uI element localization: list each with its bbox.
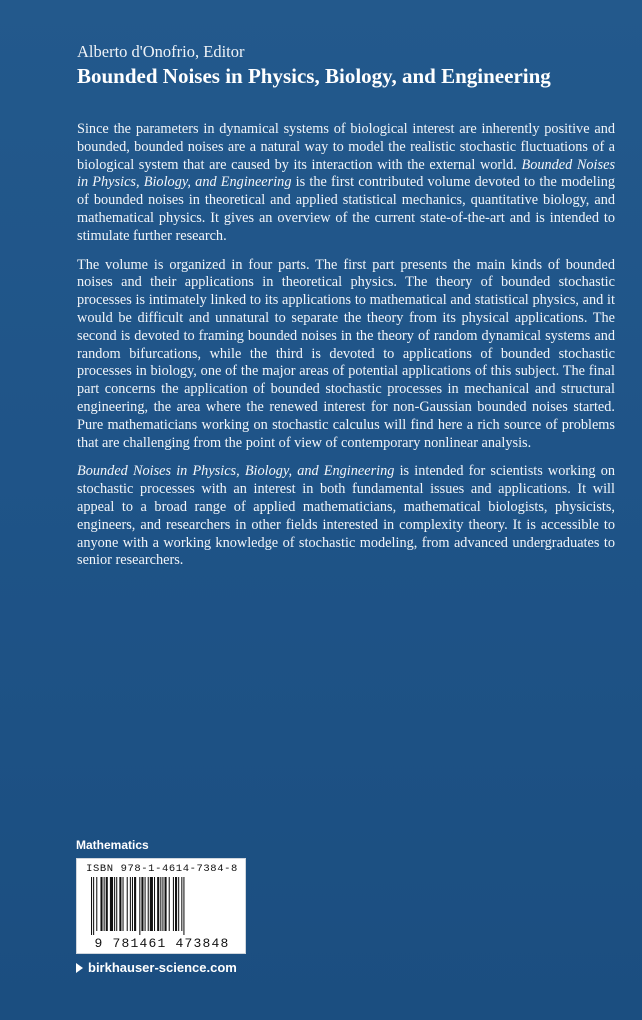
blurb-text: is the first contributed volume devoted to the modeling of bounded noises in theoretical and applied statistical mechanics, quantitative biology, and mathematical physics. It gives an overview of the current state-of-the-art and is intended to stimulate further research. xyxy=(77,174,616,244)
barcode-bar xyxy=(132,877,133,931)
blurb-paragraph-2: The volume is organized in four parts. The first part presents the main kinds of bounded noises and their applications in theoretical physics. The theory of bounded stochastic processes is intimately linked to its applications to mathematical and statistical physics, and it would be difficult and unnatural to separate the theory from its physical applications. The second is devoted to framing bounded noises in the theory of random dynamical systems and random bifurcations, while the third is devoted to applications of bounded stochastic processes in biology, one of the major areas of potential applications of this subject. The final part concerns the application of bounded stochastic processes in mechanical and structural engineering, the area where the renewed interest for non-Gaussian bounded noises started. Pure mathematicians working on stochastic calculus will find here a rich source of problems that are challenging from the point of view of contemporary nonlinear analysis. xyxy=(77,256,615,451)
barcode-bar xyxy=(91,877,92,935)
barcode-bar xyxy=(130,877,131,931)
book-title: Bounded Noises in Physics, Biology, and Engineering xyxy=(77,64,551,88)
isbn-barcode xyxy=(76,858,246,954)
blurb xyxy=(77,121,615,581)
barcode-bar xyxy=(93,877,94,935)
barcode-bar xyxy=(157,877,159,931)
barcode-bar xyxy=(162,877,163,931)
barcode-bar xyxy=(165,877,167,931)
blurb-italic-title: Bounded Noises in Physics, Biology, and Engineering xyxy=(77,463,395,480)
blurb-italic-title: Bounded Noises in Physics, Biology, and Engineering xyxy=(77,156,616,191)
arrow-right-icon xyxy=(76,963,83,973)
subject-category: Mathematics xyxy=(76,838,149,852)
barcode-bar xyxy=(110,877,113,931)
barcode-bar xyxy=(106,877,108,931)
barcode-bar xyxy=(150,877,153,931)
barcode-bar xyxy=(134,877,136,931)
publisher-url: birkhauser-science.com xyxy=(88,960,237,975)
barcode-bar xyxy=(127,877,128,931)
blurb-paragraph-1 xyxy=(77,121,615,246)
blurb-text: Since the parameters in dynamical systems of biological interest are inherently positive and bounded, bounded noises are a natural way to model the realistic stochastic fluctuations of a biological system that are caused by its interaction with the external world. xyxy=(77,121,615,173)
barcode-bar xyxy=(141,877,143,931)
blurb-text: is intended for scientists working on stochastic processes with an interest in both fundamental issues and applications. It will appeal to a broad range of applied mathematicians, mathematical biologists, physicists, engineers, and researchers in other fields interested in complexity theory. It is accessible to anyone with a working knowledge of stochastic modeling, from advanced undergraduates to senior researchers. xyxy=(77,463,616,569)
barcode-bar xyxy=(96,877,97,931)
barcode-bar xyxy=(154,877,155,931)
publisher-link[interactable] xyxy=(76,960,237,975)
barcode-bar xyxy=(178,877,179,931)
barcode-bar xyxy=(116,877,117,931)
barcode-bar xyxy=(175,877,177,931)
blurb-paragraph-3 xyxy=(77,463,615,570)
barcode-bar xyxy=(100,877,102,931)
barcode-bar xyxy=(145,877,146,931)
barcode-bar xyxy=(119,877,121,931)
editor-line: Alberto d'Onofrio, Editor xyxy=(77,42,245,61)
barcode-bar xyxy=(148,877,149,931)
isbn-digits: 9 781461 473848 xyxy=(94,936,230,951)
barcode-bar xyxy=(181,877,182,931)
isbn-label: ISBN 978-1-4614-7384-8 xyxy=(86,863,238,875)
barcode-bar xyxy=(173,877,174,931)
barcode-bar xyxy=(139,877,140,935)
barcode-bar xyxy=(169,877,170,931)
barcode-bar xyxy=(123,877,124,931)
barcode-bar xyxy=(114,877,115,931)
barcode-bars xyxy=(91,877,233,935)
barcode-bar xyxy=(104,877,105,931)
barcode-bar xyxy=(183,877,184,935)
barcode-bar xyxy=(160,877,161,931)
